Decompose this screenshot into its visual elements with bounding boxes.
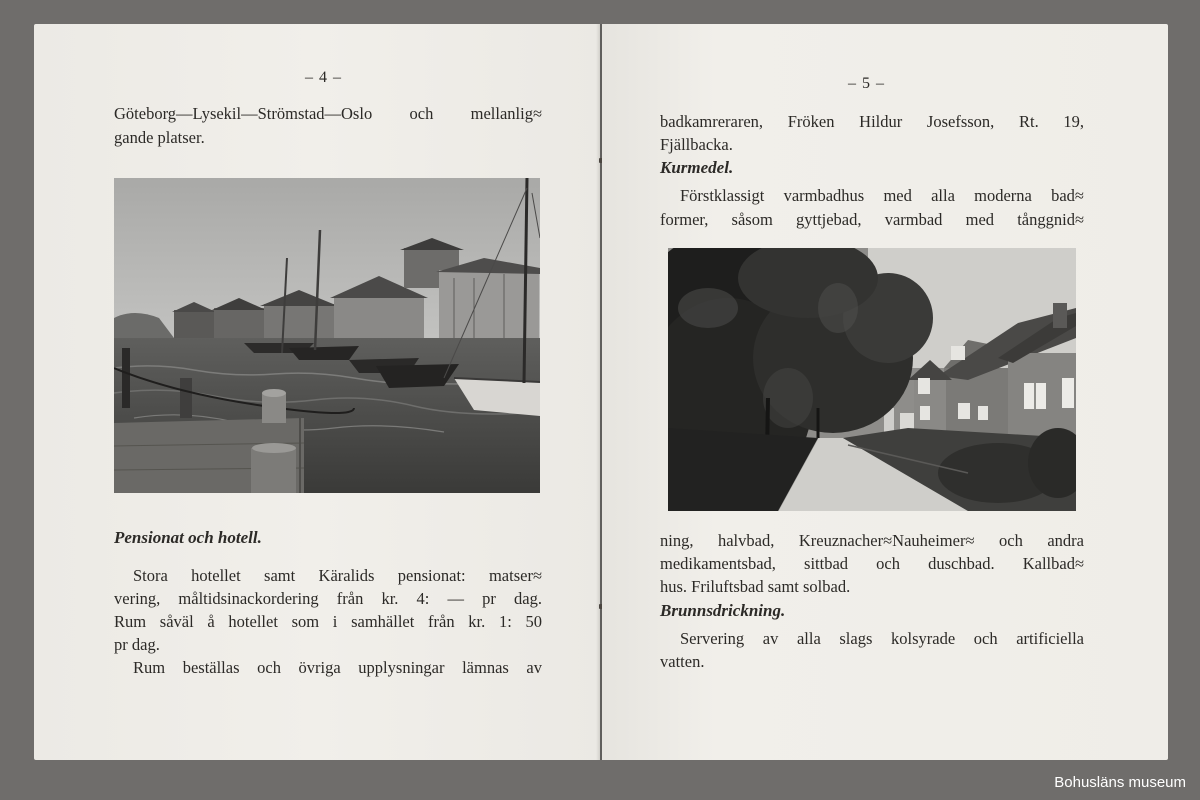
after-photo-line-3: hus. Friluftsbad samt solbad. bbox=[660, 577, 851, 596]
left-body-line-5: Rum beställas och övriga upplysningar lämnas av bbox=[133, 658, 542, 677]
kurmedel-line-2: former, såsom gyttjebad, varmbad med tånggnid≈ bbox=[660, 210, 1084, 229]
kurmedel-line-1: Förstklassigt varmbadhus med alla moderna bad≈ bbox=[680, 186, 1084, 205]
after-photo-line-1: ning, halvbad, Kreuznacher≈Nauheimer≈ och andra bbox=[660, 531, 1084, 550]
heading-pensionat: Pensionat och hotell. bbox=[114, 528, 262, 547]
villa-street-photo bbox=[668, 248, 1076, 511]
harbor-photo bbox=[114, 178, 540, 493]
brunns-line-1: Servering av alla slags kolsyrade och artificiella bbox=[680, 629, 1084, 648]
brunns-line-2: vatten. bbox=[660, 652, 705, 671]
museum-watermark: Bohusläns museum bbox=[1054, 774, 1186, 791]
heading-kurmedel: Kurmedel. bbox=[660, 158, 734, 177]
left-body-line-4: pr dag. bbox=[114, 635, 160, 654]
page-number-left: – 4 – bbox=[305, 69, 342, 86]
right-page bbox=[602, 24, 1168, 760]
left-body-line-1: Stora hotellet samt Käralids pensionat: matser≈ bbox=[133, 566, 542, 585]
after-photo-line-2: medikamentsbad, sittbad och duschbad. Kallbad≈ bbox=[660, 554, 1084, 573]
right-top-line-2: Fjällbacka. bbox=[660, 135, 733, 154]
heading-brunnsdrickning: Brunnsdrickning. bbox=[660, 601, 786, 620]
left-body-line-3: Rum såväl å hotellet som i samhället från kr. 1: 50 bbox=[114, 612, 542, 631]
left-page bbox=[34, 24, 600, 760]
left-intro-line-2: gande platser. bbox=[114, 128, 205, 147]
villa-street-photo-image bbox=[668, 248, 1076, 511]
booklet-spread bbox=[34, 24, 1168, 760]
left-intro-line-1: Göteborg—Lysekil—Strömstad—Oslo och mellanlig≈ bbox=[114, 104, 542, 123]
harbor-photo-image bbox=[114, 178, 540, 493]
right-top-line-1: badkamreraren, Fröken Hildur Josefsson, Rt. 19, bbox=[660, 112, 1084, 131]
page-number-right: – 5 – bbox=[848, 75, 885, 92]
left-body-line-2: vering, måltidsinackordering från kr. 4: — pr dag. bbox=[114, 589, 542, 608]
